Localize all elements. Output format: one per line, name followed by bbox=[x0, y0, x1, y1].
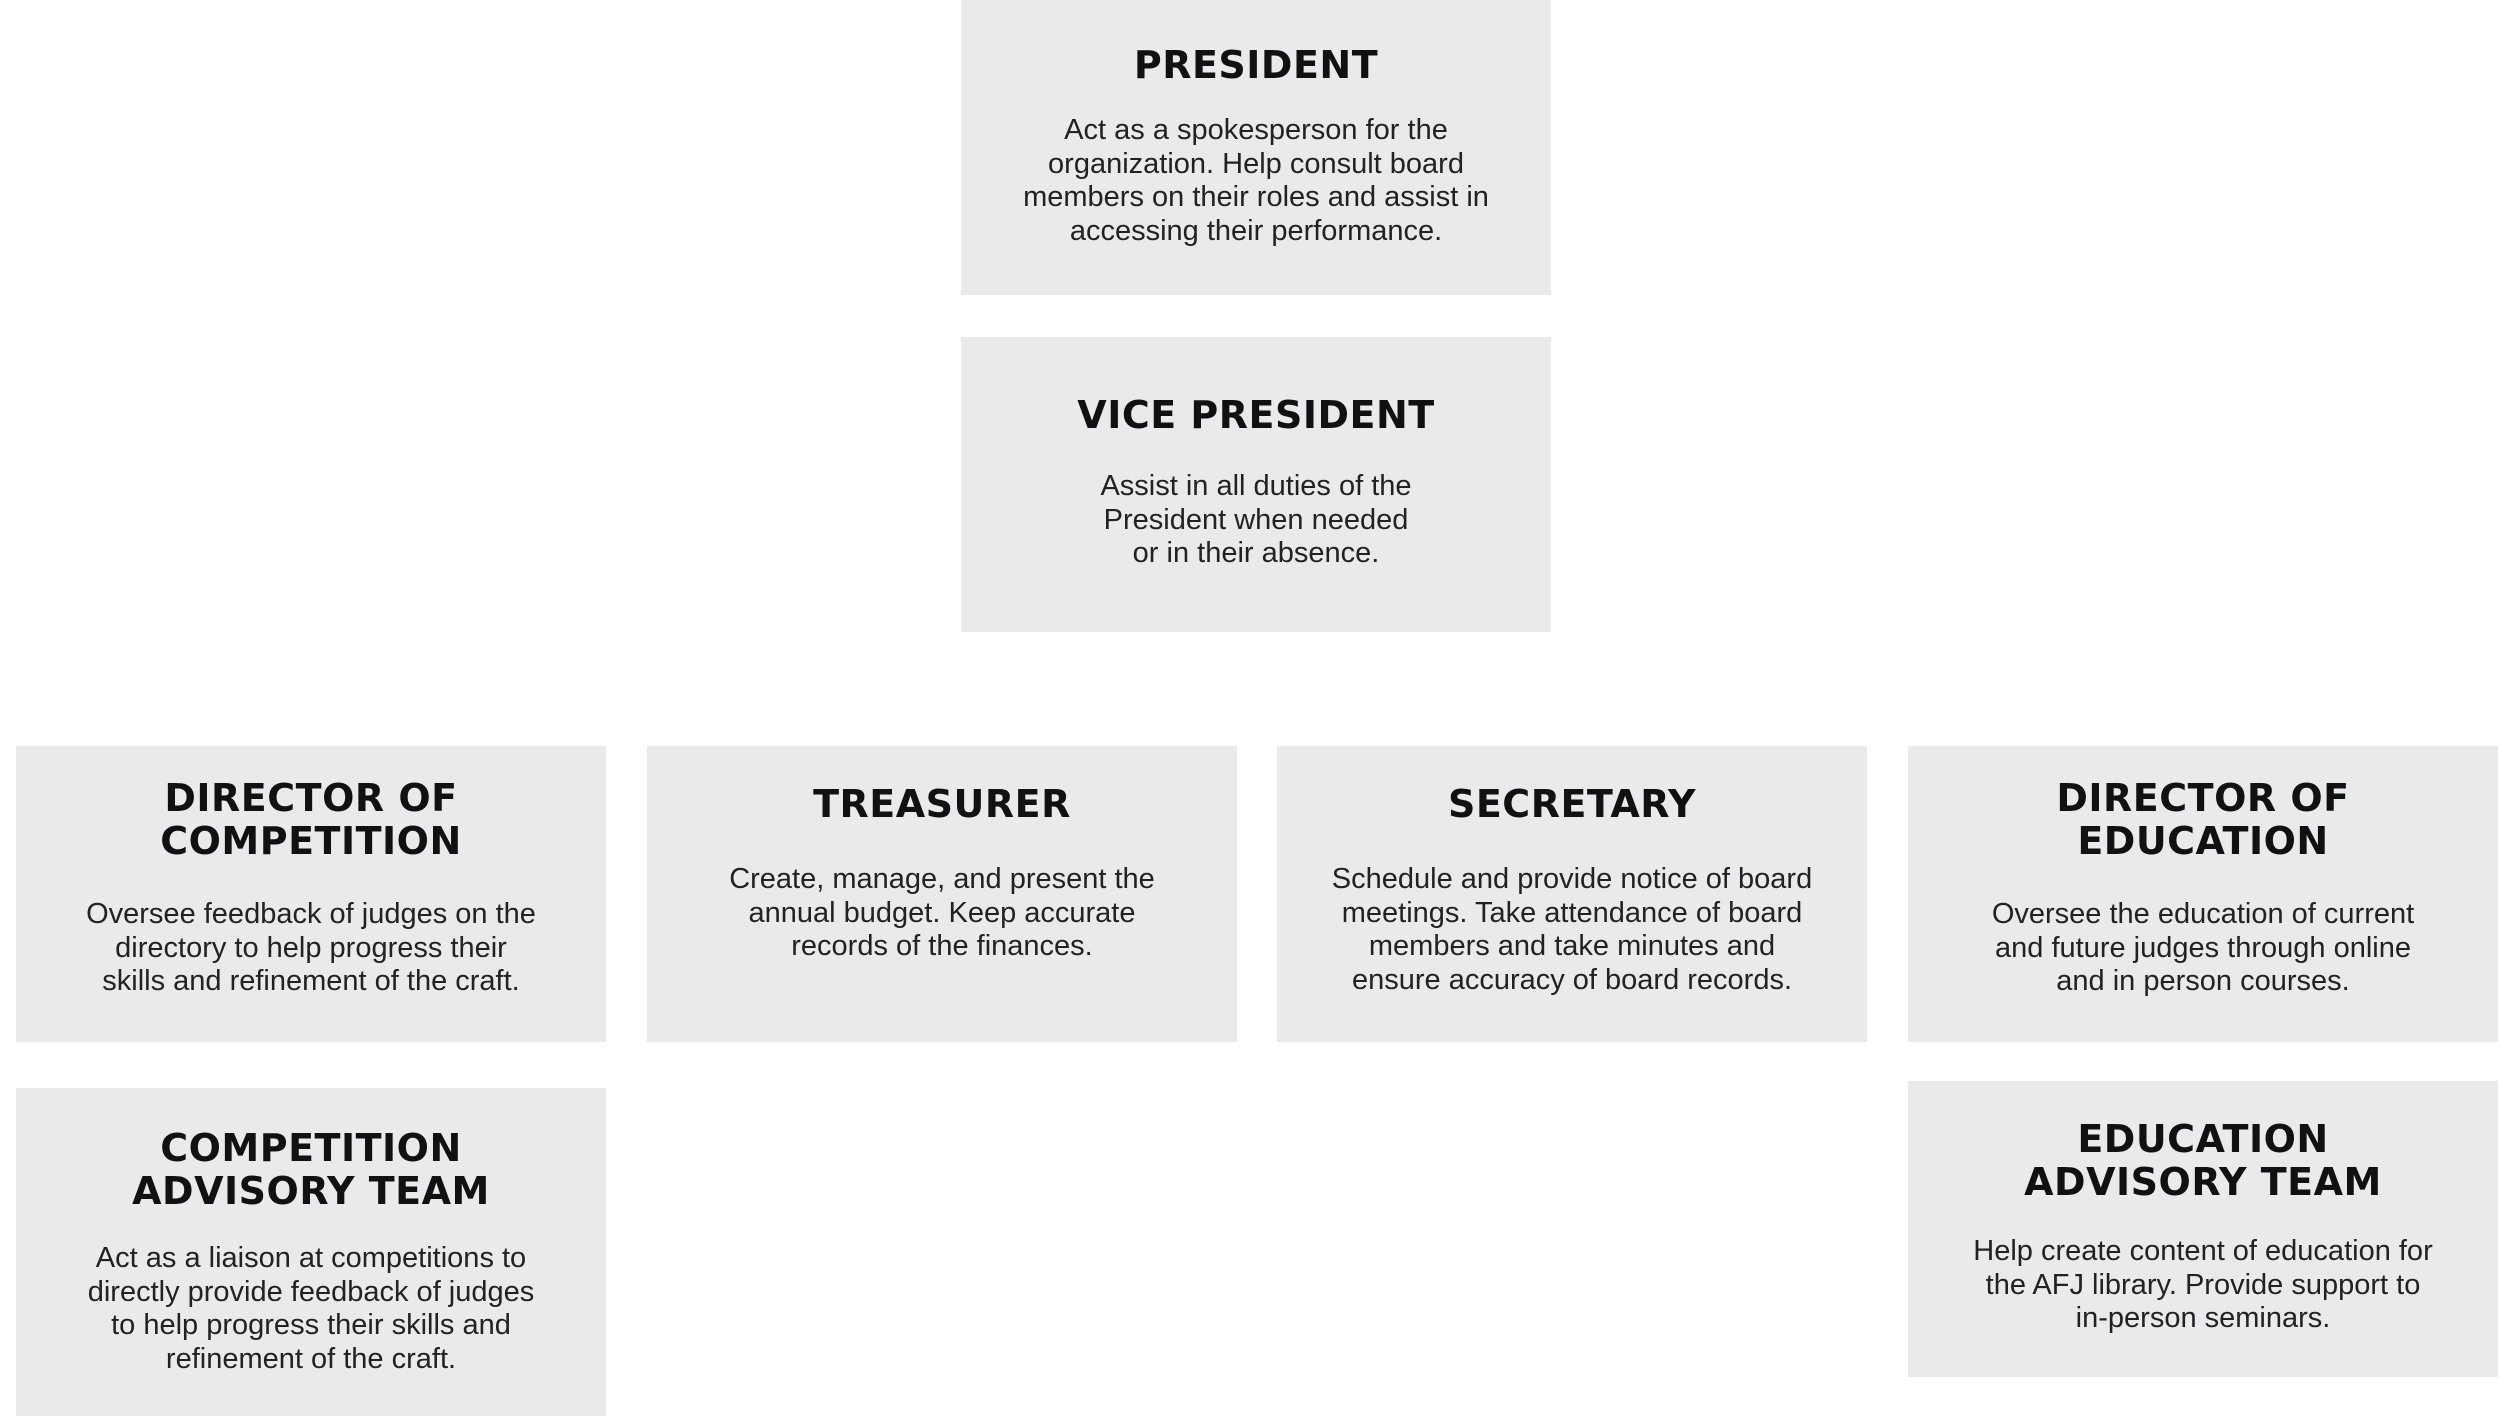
role-title: TREASURER bbox=[813, 782, 1071, 826]
role-card-treasurer bbox=[647, 746, 1237, 1042]
role-title: DIRECTOR OF COMPETITION bbox=[160, 776, 462, 863]
role-description: Act as a spokesperson for the organization. Help consult board members on their roles and assist in accessing their performance. bbox=[1023, 114, 1489, 247]
role-description: Schedule and provide notice of board meetings. Take attendance of board members and take minutes and ensure accuracy of board records. bbox=[1331, 863, 1813, 996]
role-title: PRESIDENT bbox=[1133, 43, 1379, 87]
role-title: VICE PRESIDENT bbox=[1077, 393, 1435, 437]
role-card-vice-president bbox=[961, 337, 1551, 632]
role-title: EDUCATION ADVISORY TEAM bbox=[2024, 1117, 2382, 1204]
role-description: Oversee feedback of judges on the directory to help progress their skills and refinement of the craft. bbox=[86, 898, 536, 997]
role-title: DIRECTOR OF EDUCATION bbox=[2056, 776, 2350, 863]
role-description: Help create content of education for the AFJ library. Provide support to in-person seminars. bbox=[1973, 1235, 2433, 1334]
role-title: COMPETITION ADVISORY TEAM bbox=[132, 1126, 490, 1213]
role-card-competition-advisory-team bbox=[16, 1088, 606, 1416]
role-description: Oversee the education of current and future judges through online and in person courses. bbox=[1991, 898, 2415, 997]
role-description: Create, manage, and present the annual budget. Keep accurate records of the finances. bbox=[729, 863, 1155, 962]
role-card-director-of-competition bbox=[16, 746, 606, 1042]
role-card-director-of-education bbox=[1908, 746, 2498, 1042]
role-description: Act as a liaison at competitions to directly provide feedback of judges to help progress their skills and refinement of the craft. bbox=[87, 1242, 535, 1375]
role-card-president bbox=[961, 0, 1551, 295]
role-card-education-advisory-team bbox=[1908, 1081, 2498, 1377]
role-description: Assist in all duties of the President when needed or in their absence. bbox=[1100, 470, 1412, 569]
role-title: SECRETARY bbox=[1447, 782, 1696, 826]
role-card-secretary bbox=[1277, 746, 1867, 1042]
